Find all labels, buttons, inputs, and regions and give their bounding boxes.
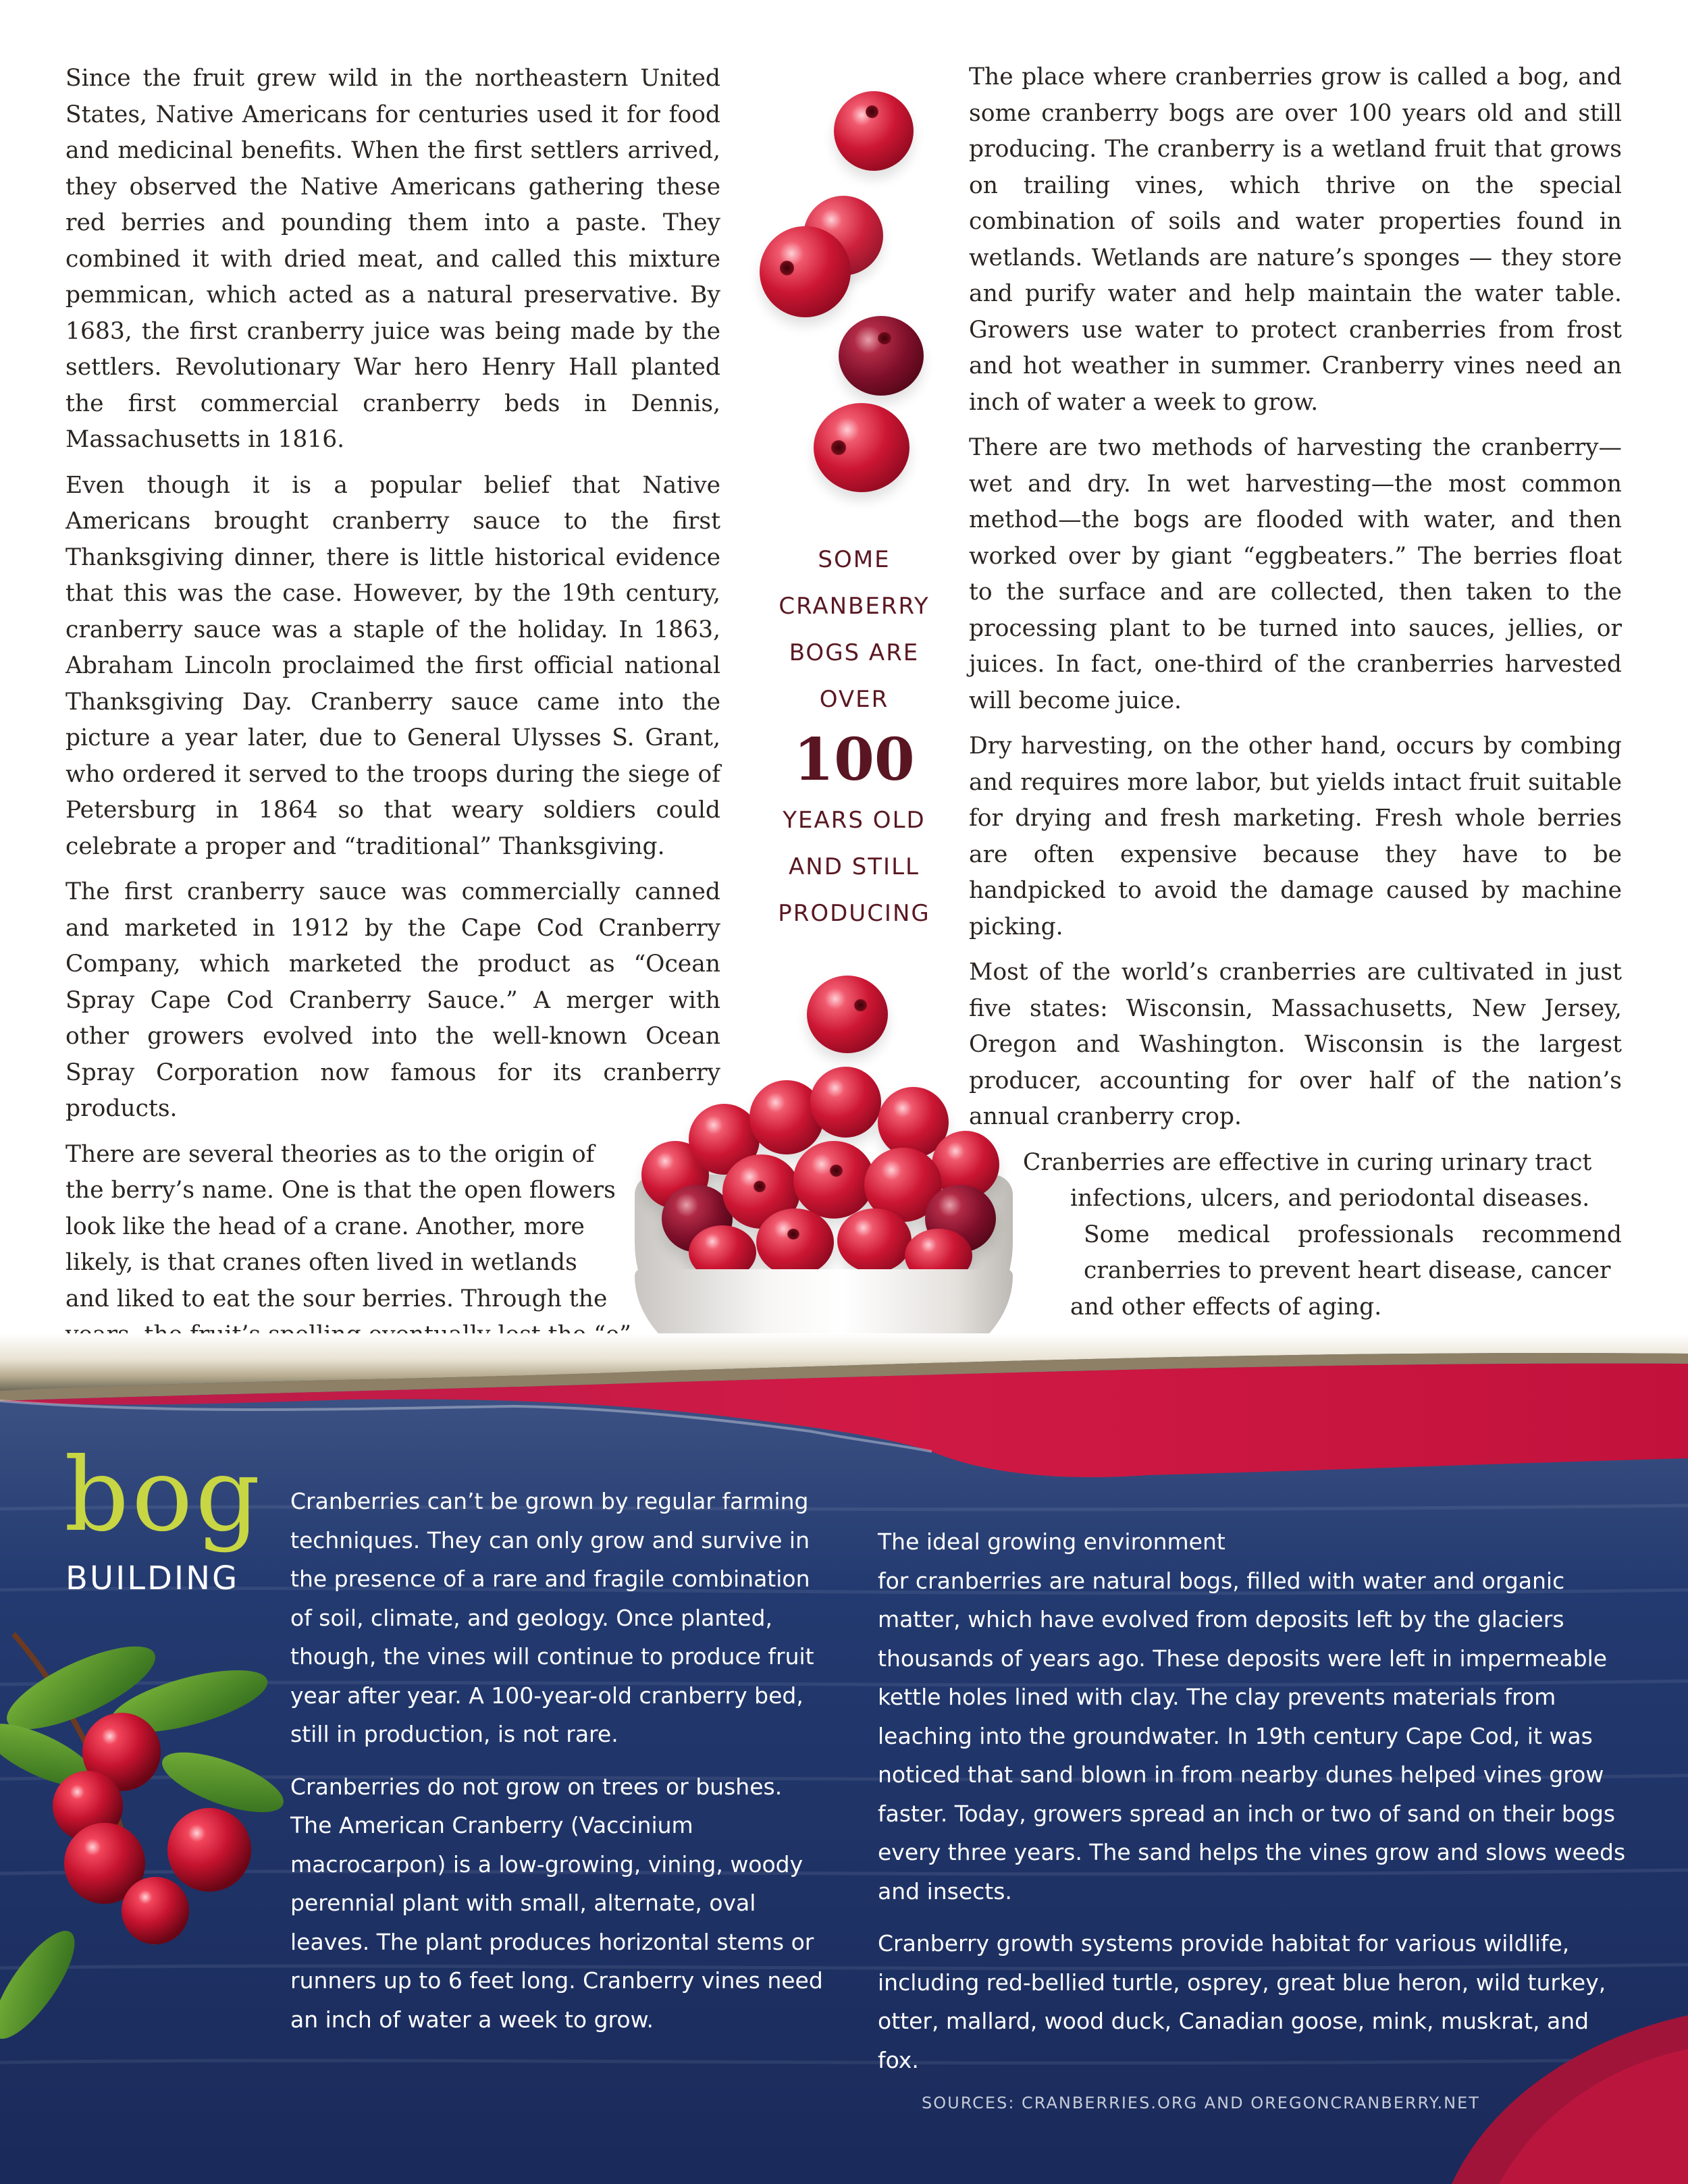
name-origin-line: and liked to eat the sour berries. Through the bbox=[65, 1285, 608, 1312]
pull-quote-line: YEARS OLD bbox=[783, 807, 926, 834]
name-origin-line: the berry’s name. One is that the open flowers bbox=[65, 1177, 616, 1204]
paragraph-native-americans: Since the fruit grew wild in the northeastern United States, Native Americans for centuries used it for food and medicinal benefits. When the first settlers arrived, they observed the Native Americans gathering these red berries and pounding them into a paste. They combined it with dried meat, and called this mixture pemmican, which acted as a natural preservative. By 1683, the first cranberry juice was being made by the settlers. Revolutionary War hero Henry Hall planted the first commercial cranberry beds in Dennis, Massachusetts in 1816. bbox=[65, 65, 720, 453]
paragraph-dry-harvesting: Dry harvesting, on the other hand, occurs by combing and requires more labor, but yields intact fruit suitable for drying and fresh marketing. Fresh whole berries are often expensive because they have to be handpicked to avoid the damage caused by machine picking. bbox=[969, 733, 1622, 940]
health-line: Cranberries are effective in curing urinary tract bbox=[1023, 1148, 1592, 1176]
cranberry-image bbox=[793, 1141, 874, 1219]
pull-quote-line: OVER bbox=[819, 686, 889, 713]
sources-credit: SOURCES: CRANBERRIES.ORG AND OREGONCRANBERRY.NET bbox=[922, 2094, 1480, 2112]
pull-quote-line: SOME bbox=[818, 546, 891, 573]
section-title-bog: bog bbox=[64, 1437, 263, 1554]
paragraph-wildlife: Cranberry growth systems provide habitat for various wildlife, including red-bellied turtle, osprey, great blue heron, wild turkey, otter, mallard, wood duck, Canadian goose, mink, muskrat, and fox. bbox=[878, 1930, 1606, 2073]
cranberry-image bbox=[810, 1067, 881, 1138]
name-origin-line: likely, is that cranes often lived in wetlands bbox=[65, 1249, 577, 1276]
paragraph-environment-first-line: The ideal growing environment bbox=[878, 1528, 1225, 1555]
paragraph-canned-sauce: The first cranberry sauce was commercially canned and marketed in 1912 by the Cape Cod Cranberry Company, which marketed the product as “Ocean Spray Cape Cod Cranberry Sauce.” A merger with other growers evolved into the well-known Ocean Spray Corporation now famous for its cranberry products. bbox=[65, 878, 720, 1122]
name-origin-line: There are several theories as to the origin of bbox=[65, 1140, 595, 1168]
pull-quote-line: BOGS ARE bbox=[789, 639, 920, 666]
cranberry-image bbox=[834, 91, 914, 171]
pull-quote-number: 100 bbox=[793, 726, 915, 794]
paragraph-plant-description: Cranberries do not grow on trees or bushes. The American Cranberry (Vaccinium macrocarpon) is a low-growing, vining, woody perennial plant with small, alternate, oval leaves. The plant produces horizontal stems or runners up to 6 feet long. Cranberry vines need an inch of water a week to grow. bbox=[290, 1773, 823, 2033]
paragraph-bog: The place where cranberries grow is called a bog, and some cranberry bogs are over 100 years old and still producing. The cranberry is a wetland fruit that grows on trailing vines, which thrive on the special combination of soils and water properties found in wetlands. Wetlands are nature’s sponges — they store and purify water and help maintain the water table. Growers use water to protect cranberries from frost and hot weather in summer. Cranberry vines need an inch of water a week to grow. bbox=[969, 63, 1622, 416]
cranberry-image bbox=[756, 1208, 834, 1276]
paragraph-health bbox=[969, 1145, 1622, 1326]
health-line: cranberries to prevent heart disease, cancer bbox=[1084, 1257, 1611, 1284]
cranberry-image bbox=[837, 1208, 912, 1273]
pull-quote-line: PRODUCING bbox=[778, 900, 930, 927]
health-line: infections, ulcers, and periodontal diseases. bbox=[1070, 1185, 1590, 1212]
right-text-column bbox=[969, 59, 1622, 1325]
paragraph-growing-techniques: Cranberries can’t be grown by regular farming techniques. They can only grow and survive in the presence of a rare and fragile combination of soil, climate, and geology. Once planted, though, the vines will continue to produce fruit year after year. A 100-year-old cranberry bed, still in production, is not rare. bbox=[290, 1488, 814, 1747]
paragraph-thanksgiving: Even though it is a popular belief that Native Americans brought cranberry sauce to the first Thanksgiving dinner, there is little historical evidence that this was the case. However, by the 19th century, cranberry sauce was a staple of the holiday. In 1863, Abraham Lincoln proclaimed the first official national Thanksgiving Day. Cranberry sauce came into the picture a year later, due to General Ulysses S. Grant, who ordered it served to the troops during the siege of Petersburg in 1864 so that weary soldiers could celebrate a proper and “traditional” Thanksgiving. bbox=[65, 471, 720, 860]
cranberry-image bbox=[839, 316, 924, 396]
cranberry-image bbox=[814, 403, 909, 492]
bog-middle-column bbox=[290, 1482, 830, 2052]
health-line: Some medical professionals recommend bbox=[1084, 1221, 1622, 1248]
bog-right-column bbox=[878, 1522, 1634, 2093]
cranberry-image bbox=[807, 976, 888, 1053]
name-origin-line: look like the head of a crane. Another, more bbox=[65, 1213, 585, 1240]
pull-quote-line: CRANBERRY bbox=[779, 593, 930, 620]
paragraph-environment: for cranberries are natural bogs, filled with water and organic matter, which have evolved from deposits left by the glaciers thousands of years ago. These deposits were left in impermeable kettle holes lined with clay. The clay prevents materials from leaching into the groundwater. In 19th century Cape Cod, it was noticed that sand blown in from nearby dunes helped vines grow faster. Today, growers spread an inch or two of sand on their bogs every three years. The sand helps the vines grow and slows weeds and insects. bbox=[878, 1567, 1626, 1905]
paragraph-states: Most of the world’s cranberries are cultivated in just five states: Wisconsin, Massachusetts, New Jersey, Oregon and Washington. Wisconsin is the largest producer, accounting for over half of the nation’s annual cranberry crop. bbox=[969, 959, 1622, 1130]
health-line: and other effects of aging. bbox=[1070, 1293, 1382, 1321]
cranberry-sprig-image bbox=[0, 1607, 284, 2039]
cranberry-image bbox=[760, 226, 851, 317]
paragraph-harvesting: There are two methods of harvesting the cranberry—wet and dry. In wet harvesting—the most common method—the bogs are flooded with water, and then worked over by giant “eggbeaters.” The berries float to the surface and are collected, then taken to the processing plant to be turned into sauces, jellies, or juices. In fact, one-third of the cranberries harvested will become juice. bbox=[969, 434, 1622, 714]
pull-quote-line: AND STILL bbox=[789, 853, 920, 880]
pull-quote bbox=[743, 537, 966, 937]
section-subtitle-building: BUILDING bbox=[65, 1560, 240, 1597]
